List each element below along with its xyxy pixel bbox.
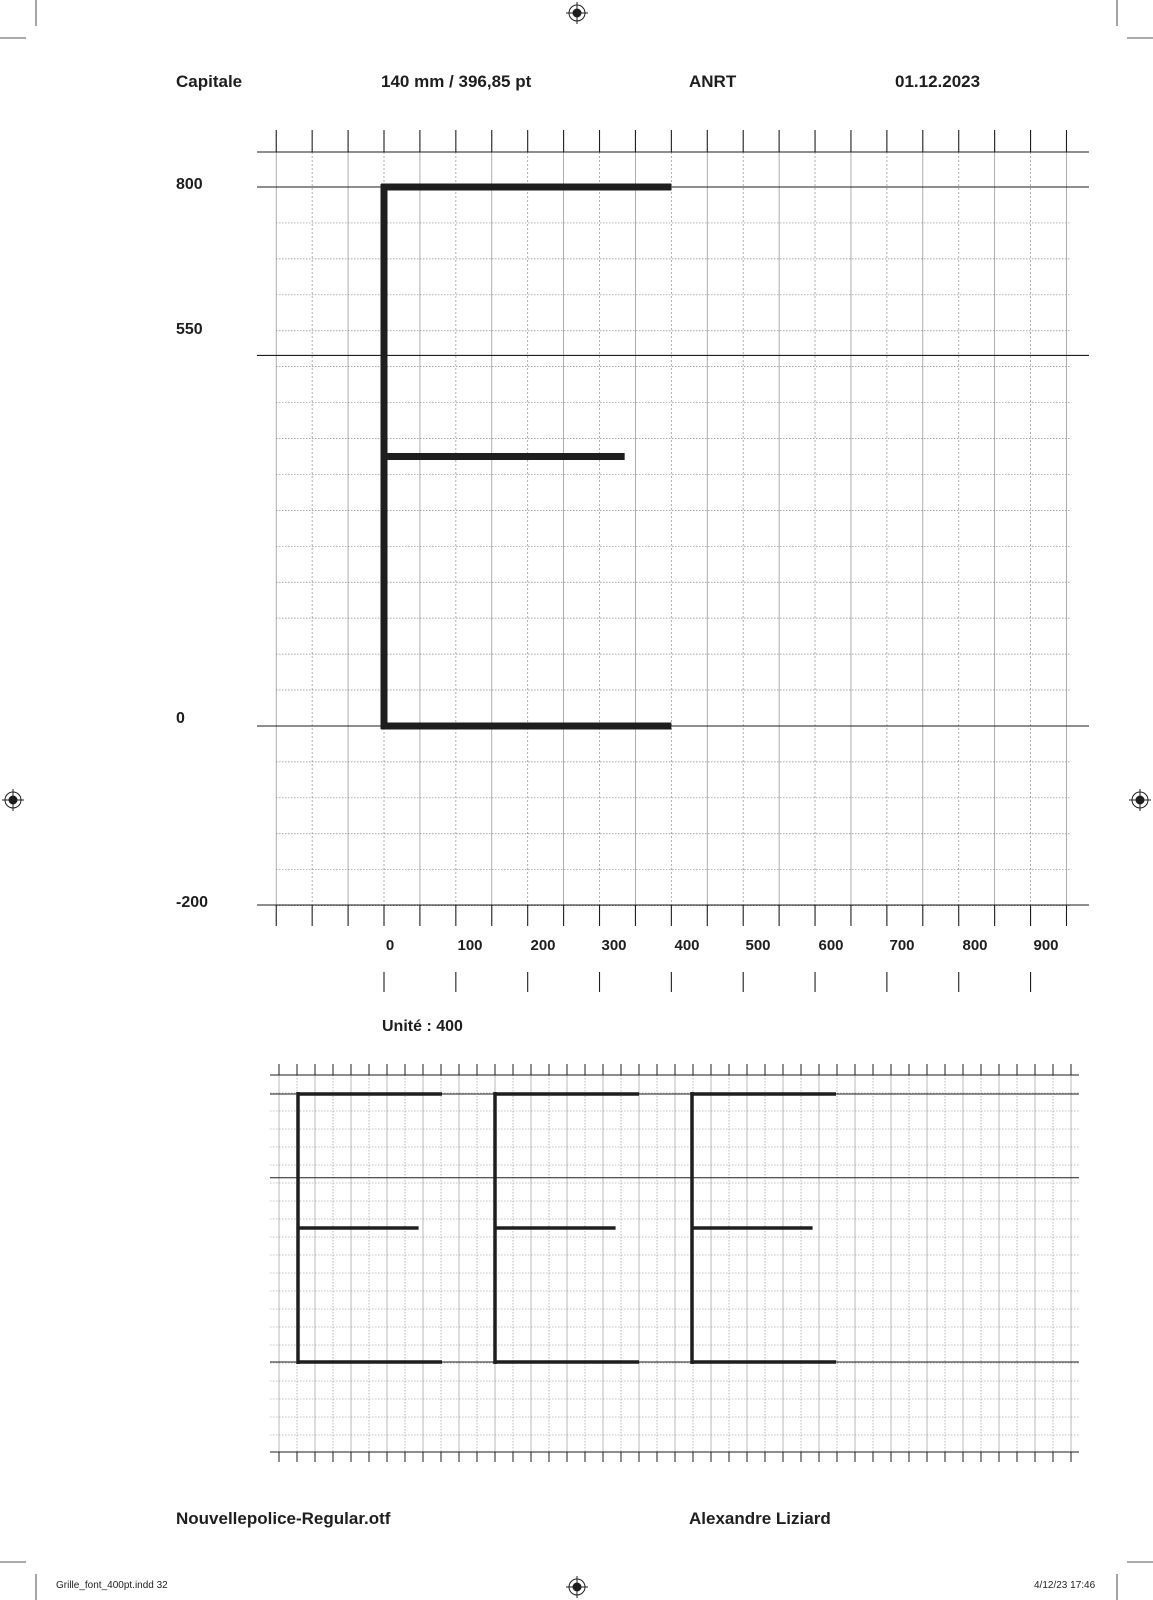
- y-label-800: 800: [176, 176, 203, 193]
- y-label-550: 550: [176, 321, 203, 338]
- x-label-500: 500: [745, 937, 771, 954]
- y-label-0: 0: [176, 710, 185, 727]
- x-label-100: 100: [457, 937, 483, 954]
- header-date: 01.12.2023: [895, 72, 981, 91]
- header-org: ANRT: [689, 72, 737, 91]
- footer-font-file: Nouvellepolice-Regular.otf: [176, 1509, 391, 1528]
- x-label-400: 400: [674, 937, 700, 954]
- x-label-300: 300: [601, 937, 627, 954]
- x-label-700: 700: [889, 937, 915, 954]
- unit-label: Unité : 400: [382, 1018, 463, 1035]
- footer-author: Alexandre Liziard: [689, 1509, 831, 1528]
- header-category: Capitale: [176, 72, 243, 91]
- x-label-200: 200: [530, 937, 556, 954]
- x-label-800: 800: [962, 937, 988, 954]
- x-label-900: 900: [1033, 937, 1059, 954]
- slug-timestamp: 4/12/23 17:46: [1034, 1580, 1096, 1591]
- x-label-0: 0: [385, 937, 395, 954]
- x-label-600: 600: [818, 937, 844, 954]
- y-label-minus-200: -200: [176, 894, 209, 911]
- slug-file: Grille_font_400pt.indd 32: [56, 1580, 168, 1591]
- header-size: 140 mm / 396,85 pt: [381, 72, 532, 91]
